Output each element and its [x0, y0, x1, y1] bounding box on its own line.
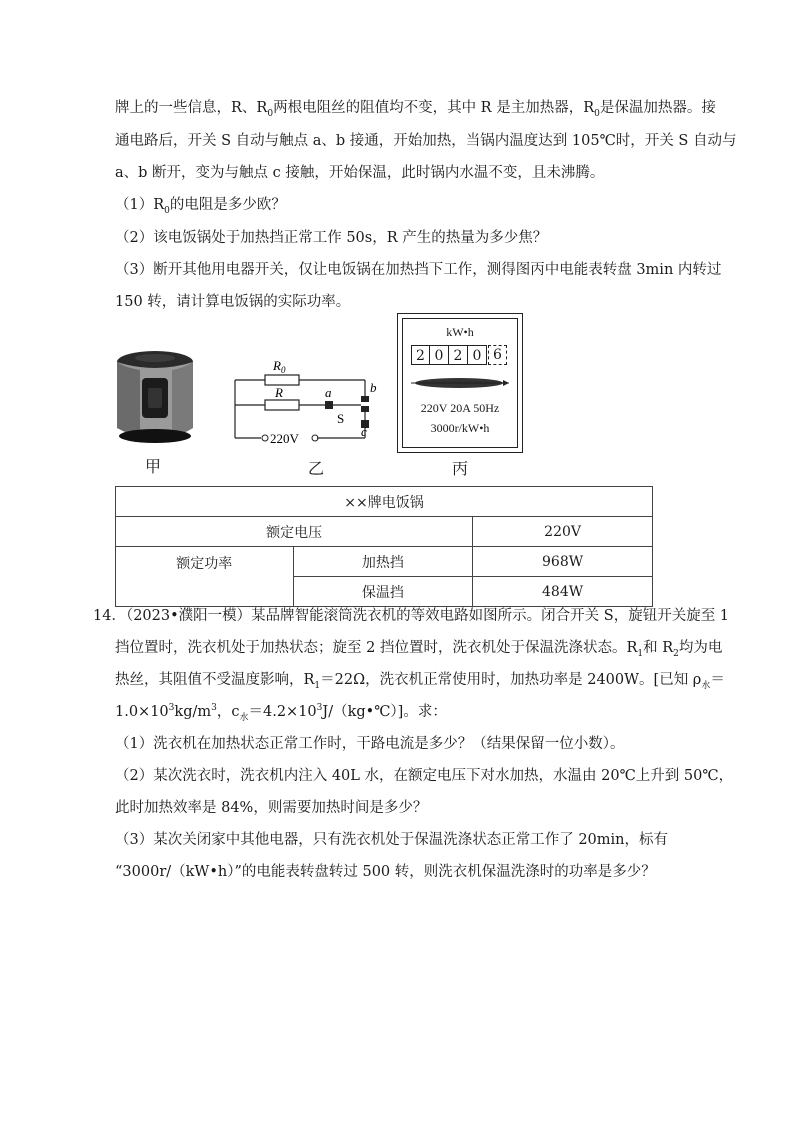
problem14-question2-line1: （2）某次洗衣时，洗衣机内注入 40L 水，在额定电压下对水加热，水温由 20℃上升到 50℃， — [115, 768, 734, 784]
r0-label: $R_0$ — [273, 358, 286, 375]
problem14-question1: （1）洗衣机在加热状态正常工作时，干路电流是多少？（结果保留一位小数）。 — [115, 736, 625, 752]
heat-mode-value: 968W — [473, 547, 653, 577]
problem14-line2: 挡位置时，洗衣机处于加热状态；旋至 2 挡位置时，洗衣机处于保温洗涤状态。$R_1$和 $R_2$均为电 — [115, 640, 723, 659]
problem13-line2: 通电路后，开关 S 自动与触点 a、b 接通，开始加热，当锅内温度达到 105℃时，开关 S 自动与 — [115, 133, 737, 149]
rice-cooker-image — [112, 348, 198, 448]
problem14-question3-line1: （3）某次关闭家中其他电器，只有洗衣机处于保温洗涤状态正常工作了 20min，标有 — [115, 832, 669, 848]
problem14-line1: 14．（2023•濮阳一模）某品牌智能滚筒洗衣机的等效电路如图所示。闭合开关 S，旋钮开关旋至 1 — [93, 608, 730, 624]
problem14-question2-line2: 此时加热效率是 84%，则需要加热时间是多少？ — [115, 800, 428, 816]
problem14-question3-line2: “3000r/（kW•h）”的电能表转盘转过 500 转，则洗衣机保温洗涤时的功率是多少？ — [115, 864, 656, 880]
meter-digit: 0 — [468, 345, 487, 365]
keep-warm-label: 保温挡 — [293, 577, 473, 607]
contact-c-label: c — [361, 424, 367, 439]
keep-warm-value: 484W — [473, 577, 653, 607]
table-row — [116, 487, 653, 517]
rated-power-label: 额定功率 — [116, 547, 294, 607]
resistor-r0-symbol — [265, 375, 299, 385]
problem14-line4: $1.0\times 10^3kg/m^3$，$c_水=4.2\times 10^3J/(kg•℃)$]。求： — [115, 703, 447, 723]
meter-unit: kW•h — [446, 325, 474, 339]
table-row — [116, 517, 653, 547]
problem13-question3-line1: （3）断开其他用电器开关，仅让电饭锅在加热挡下工作，测得图丙中电能表转盘 3min 内转过 — [115, 262, 722, 278]
rated-voltage-value: 220V — [473, 517, 653, 547]
figure-yi-caption: 乙 — [308, 459, 325, 478]
switch-s-label: S — [337, 411, 345, 426]
table-title: ××牌电饭锅 — [116, 487, 653, 517]
problem13-line3: a、b 断开，变为与触点 c 接触，开始保温，此时锅内水温不变，且未沸腾。 — [115, 165, 605, 181]
contact-a-label: a — [325, 385, 332, 400]
heat-mode-label: 加热挡 — [293, 547, 473, 577]
problem13-question2: （2）该电饭锅处于加热挡正常工作 50s，R 产生的热量为多少焦？ — [115, 230, 548, 246]
problem14-line3: 热丝，其阻值不受温度影响，$R_1=22\Omega$，洗衣机正常使用时，加热功率是 2400W。[已知 $\rho_水=$ — [115, 672, 725, 691]
meter-digit-decimal: 6 — [488, 345, 507, 365]
meter-digit: 0 — [430, 345, 449, 365]
resistor-r-symbol — [265, 400, 299, 410]
rated-voltage-label: 额定电压 — [116, 517, 473, 547]
meter-rating: 220V 20A 50Hz — [420, 401, 500, 415]
meter-digit: 2 — [449, 345, 468, 365]
meter-constant: 3000r/kW•h — [430, 421, 490, 435]
problem13-question3-line2: 150 转，请计算电饭锅的实际功率。 — [115, 294, 351, 310]
figure-bing-caption: 丙 — [452, 459, 469, 478]
meter-counter — [411, 345, 507, 365]
problem13-line1: 牌上的一些信息，R、$R_0$两根电阻丝的阻值均不变，其中 R 是主加热器，$R_0$是保温加热器。接 — [115, 100, 716, 119]
meter-digit: 2 — [411, 345, 430, 365]
figure-jia-caption: 甲 — [145, 457, 162, 476]
circuit-diagram — [225, 350, 385, 450]
voltage-label: 220V — [270, 431, 299, 446]
contact-b-label: b — [370, 380, 377, 395]
electric-meter — [397, 313, 523, 453]
meter-disc-icon — [409, 375, 513, 391]
problem13-question1: $(1)R_0$的电阻是多少欧？ — [115, 197, 286, 216]
r-label: R — [275, 385, 283, 400]
meter-panel — [402, 318, 518, 448]
table-row — [116, 547, 653, 577]
spec-table — [115, 486, 653, 607]
